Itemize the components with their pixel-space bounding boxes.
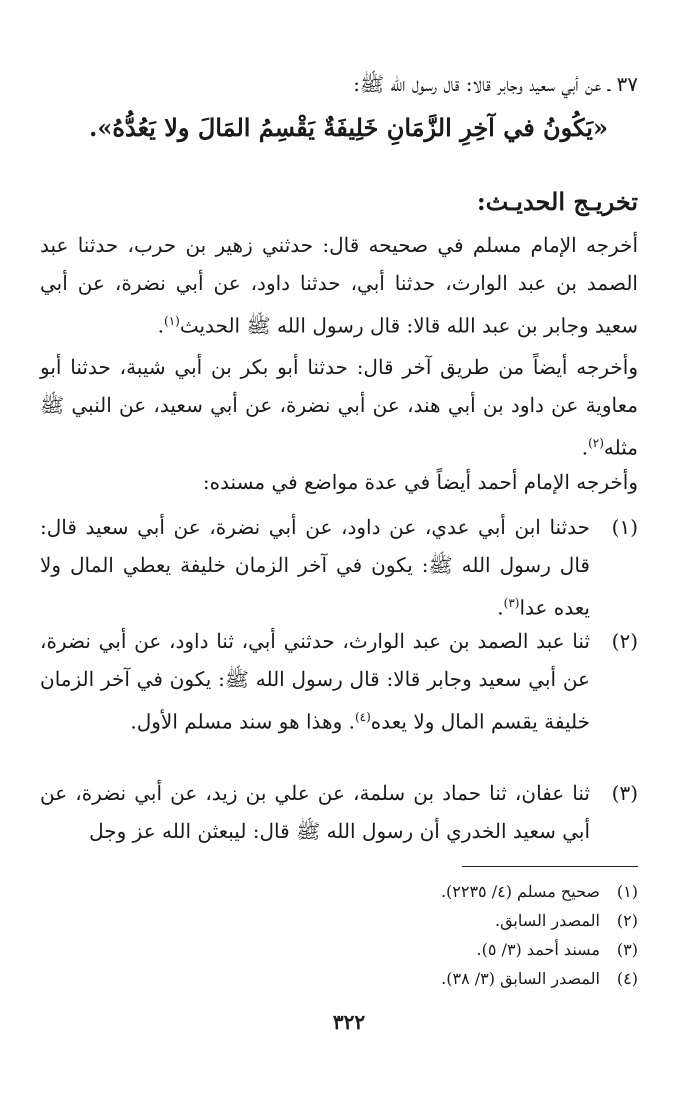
list-item-text: ثنا عفان، ثنا حماد بن سلمة، عن علي بن زيد، عن أبي نضرة، عن أبي سعيد الخدري أن رسول الله ﷺ قال: ليبعثن الله عز وجل <box>40 781 591 843</box>
list-item-text: حدثنا ابن أبي عدي، عن داود، عن أبي نضرة، عن أبي سعيد قال: قال رسول الله ﷺ: يكون في آخر الزمان خليفة يعطي المال ولا يعده عدا$^{(٣)}$. <box>40 515 590 620</box>
hadith-matn: «يَكُونُ في آخِرِ الزَّمَانِ خَلِيفَةٌ يَقْسِمُ المَالَ ولا يَعُدُّهُ». <box>89 113 608 142</box>
footnote-number: (٢) <box>616 911 638 930</box>
list-item <box>40 622 638 741</box>
paragraph-1-text: أخرجه الإمام مسلم في صحيحه قال: حدثني زهير بن حرب، حدثنا عبد الصمد بن عبد الوارث، حدثنا أبي، حدثنا داود، عن أبي نضرة، عن أبي سعيد وجابر بن عبد الله قالا: قال رسول الله ﷺ الحديث <box>40 233 638 338</box>
hadith-isnad: عن أبي سعيد وجابر قالا: قال رسول الله ﷺ: <box>353 72 602 96</box>
footnote-text: المصدر السابق. <box>494 911 600 930</box>
footnote <box>60 936 638 964</box>
footnote-number: (٤) <box>616 969 638 988</box>
footnote-ref-1: (١) <box>164 314 180 328</box>
section-title: تخريـج الحديـث: <box>476 187 638 216</box>
paragraph-2-text: وأخرجه أيضاً من طريق آخر قال: حدثنا أبو بكر بن أبي شيبة، حدثنا أبو معاوية عن داود بن أبي هند، عن أبي نضرة، عن أبي سعيد، عن النبي ﷺ مثله <box>40 355 638 460</box>
footnote-text: مسند أحمد (٣/ ٥). <box>476 940 600 959</box>
footnote <box>60 965 638 993</box>
paragraph-2: وأخرجه أيضاً من طريق آخر قال: حدثنا أبو بكر بن أبي شيبة، حدثنا أبو معاوية عن داود بن أبي هند، عن أبي نضرة، عن أبي سعيد، عن النبي ﷺ مثله$^{(٢)}$. <box>40 355 638 460</box>
list-item-number: (٢) <box>611 629 638 653</box>
footnote-text: المصدر السابق (٣/ ٣٨). <box>441 969 600 988</box>
footnote-ref-3: (٣) <box>503 596 520 610</box>
page-number: ٣٢٢ <box>332 1010 366 1034</box>
list-item <box>40 774 638 850</box>
footnote <box>60 907 638 935</box>
footnote-ref-2: (٢) <box>588 436 604 450</box>
list-item-number: (٣) <box>611 781 638 805</box>
footnote-number: (١) <box>616 882 638 901</box>
list-item-number: (١) <box>611 515 638 539</box>
list-item-body: حدثنا ابن أبي عدي، عن داود، عن أبي نضرة، عن أبي سعيد قال: قال رسول الله ﷺ: يكون في آخر الزمان خليفة يعطي المال ولا يعده عدا <box>40 515 590 620</box>
list-item <box>40 508 638 627</box>
footnote-number: (٣) <box>616 940 638 959</box>
footnote-separator <box>462 866 638 867</box>
hadith-number: ٣٧ ـ <box>607 72 638 96</box>
list-item-text <box>40 622 590 741</box>
footnote-ref-4: (٤) <box>354 710 371 724</box>
footnote <box>60 878 638 906</box>
paragraph-3: وأخرجه الإمام أحمد أيضاً في عدة مواضع في مسنده: <box>202 470 638 494</box>
footnote-text: صحيح مسلم (٤/ ٢٢٣٥). <box>440 882 600 901</box>
list-item-tail: . وهذا هو سند مسلم الأول. <box>130 709 355 734</box>
hadith-isnad-line <box>40 66 638 102</box>
list-item-body: ثنا عبد الصمد بن عبد الوارث، حدثني أبي، ثنا داود، عن أبي نضرة، عن أبي سعيد وجابر قالا: قال رسول الله ﷺ: يكون في آخر الزمان خليفة يقسم المال ولا يعده <box>40 629 590 734</box>
paragraph-1: أخرجه الإمام مسلم في صحيحه قال: حدثني زهير بن حرب، حدثنا عبد الصمد بن عبد الوارث، حدثنا أبي، حدثنا داود، عن أبي نضرة، عن أبي سعيد وجابر بن عبد الله قالا: قال رسول الله ﷺ الحديث$^{(١)}$. <box>40 233 638 338</box>
